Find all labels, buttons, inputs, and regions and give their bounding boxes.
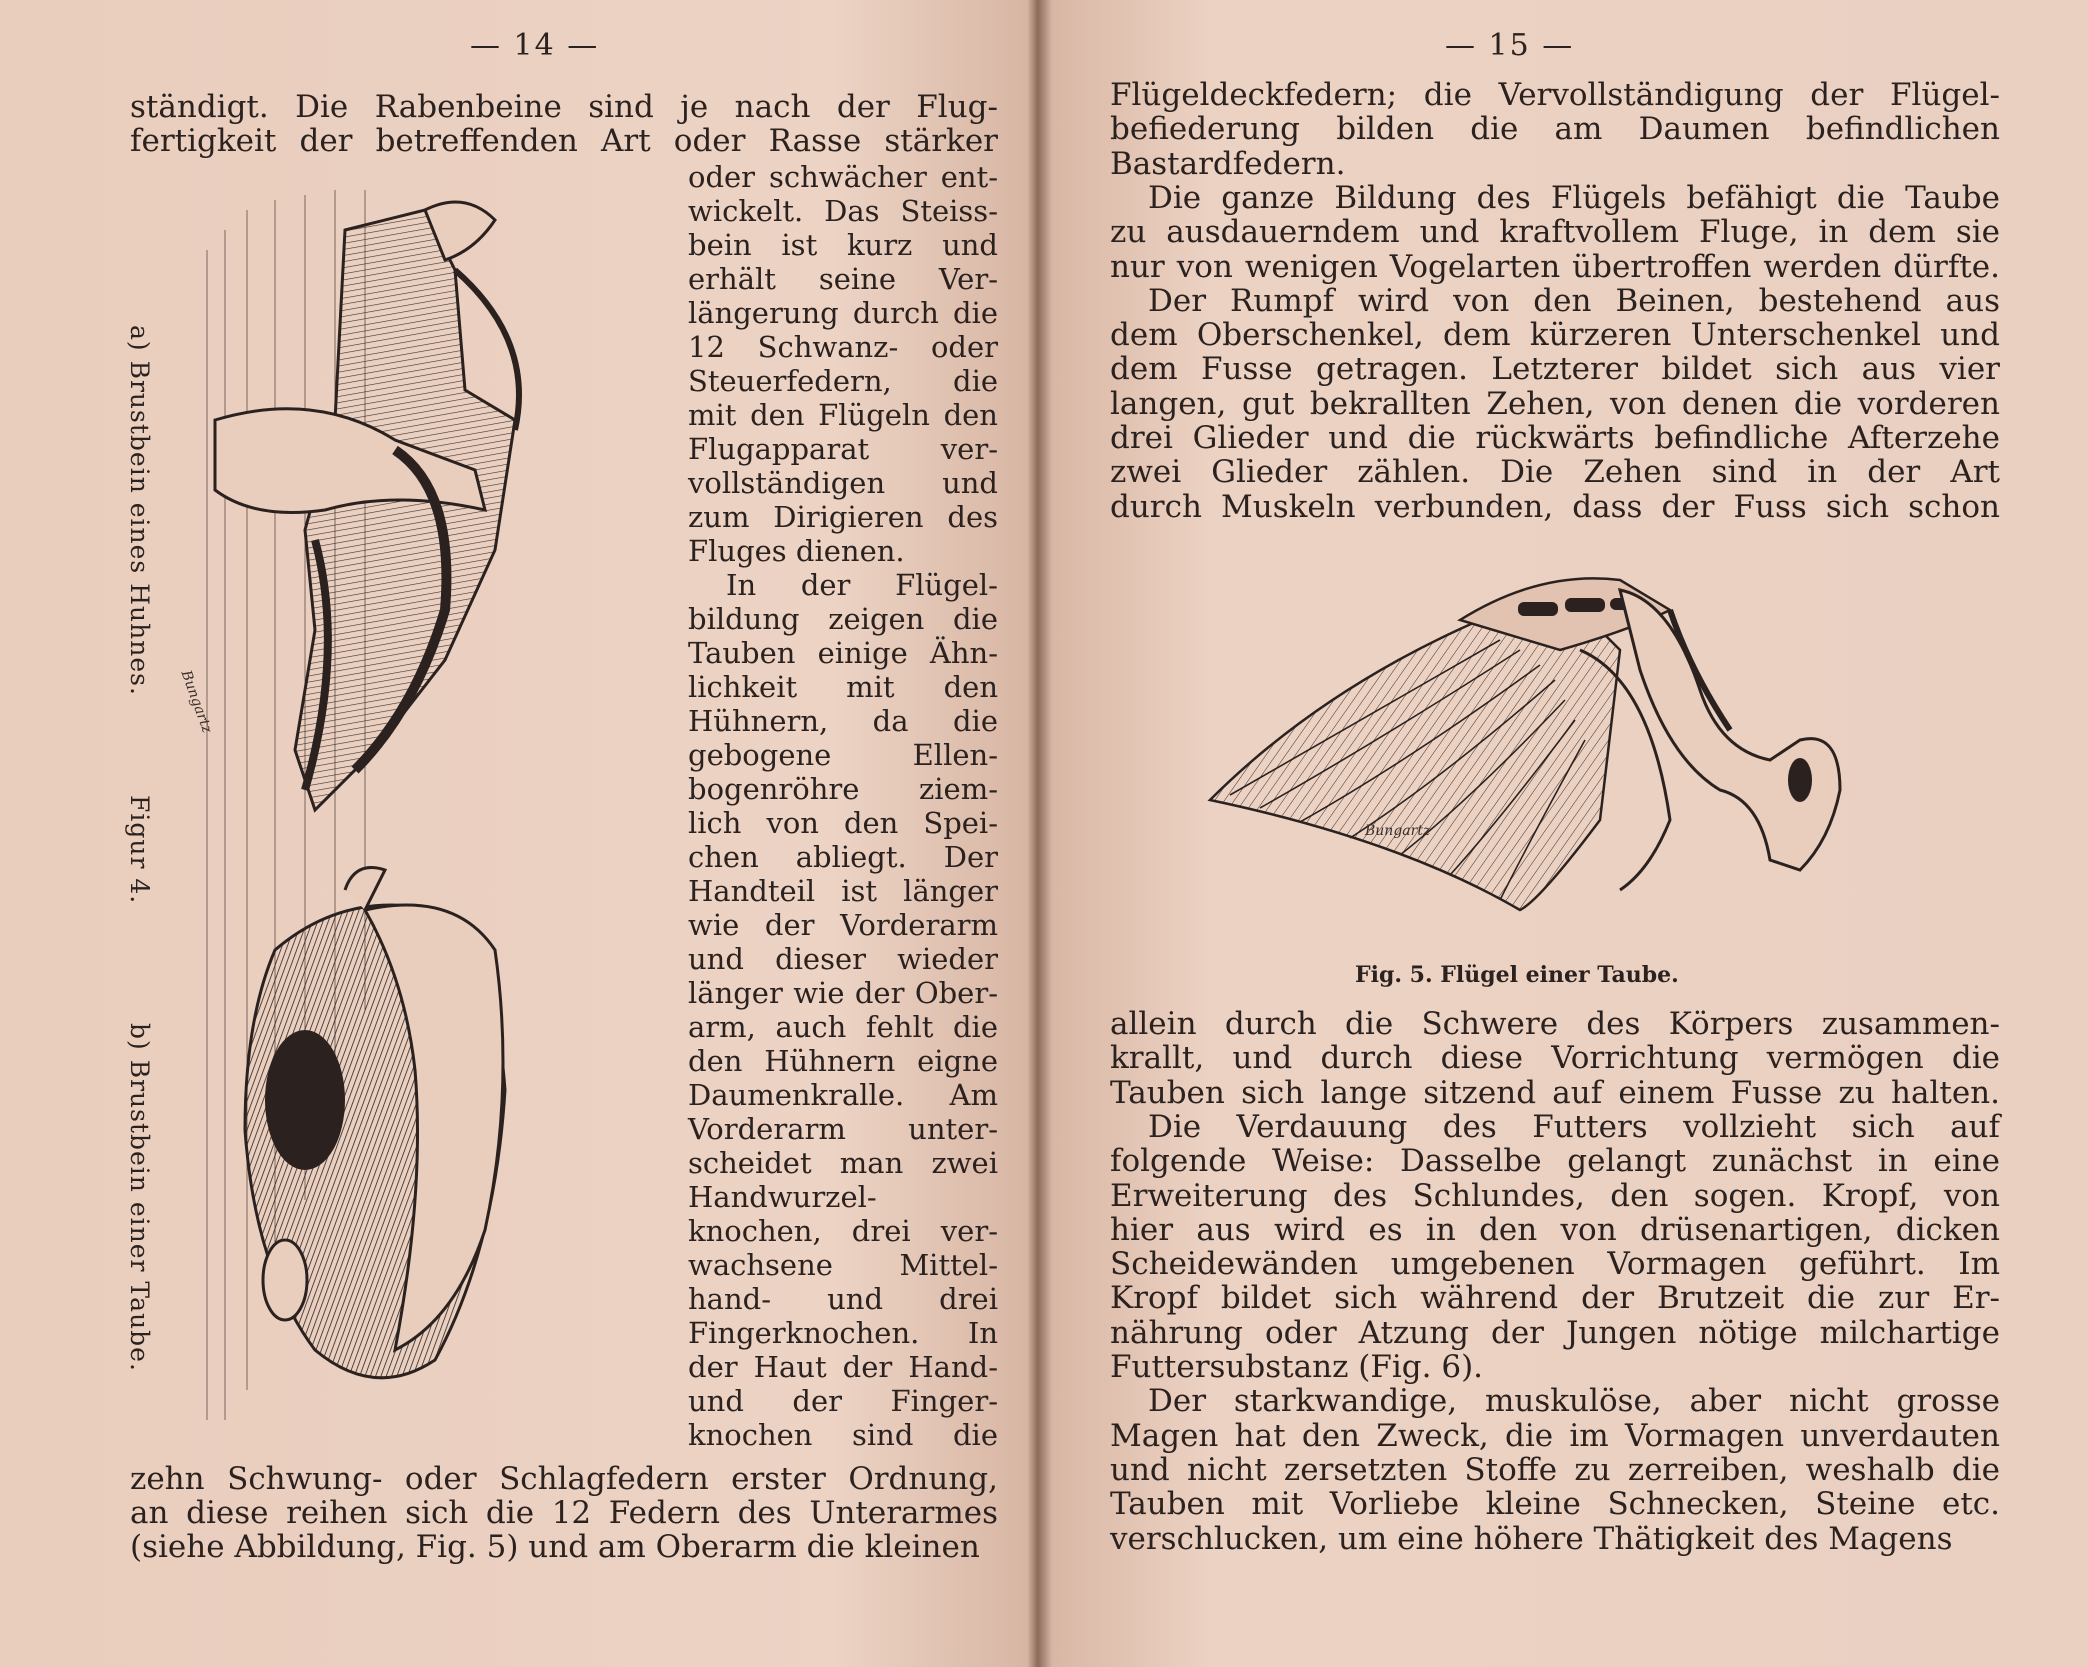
text-line: gebogene Ellen- — [688, 738, 998, 772]
text-line: längerung durch die — [688, 296, 998, 330]
text-line: drei Glieder und die rückwärts befindliche Afterzehe — [1110, 420, 2000, 456]
figure-4-signature: Bungartz — [177, 668, 215, 736]
text-line: bogenröhre ziem- — [688, 772, 998, 806]
text-line: Hühnern, da die — [688, 704, 998, 738]
text-line: durch Muskeln verbunden, dass der Fuss sich schon — [1110, 488, 2000, 525]
text-line: Steuerfedern, die — [688, 364, 998, 398]
text-line: nährung oder Atzung der Jungen nötige milchartige — [1110, 1314, 2000, 1351]
text-line: Der starkwandige, muskulöse, aber nicht grosse — [1148, 1383, 2000, 1420]
figure-5-caption: Fig. 5. Flügel einer Taube. — [1355, 962, 1679, 988]
text-line: chen abliegt. Der — [688, 840, 998, 874]
text-line: länger wie der Ober- — [688, 976, 998, 1010]
text-line: langen, gut bekrallten Zehen, von denen die vorderen — [1110, 385, 2000, 422]
page-number-left: — 14 — — [470, 28, 600, 63]
text-line: lichkeit mit den — [688, 670, 998, 704]
text-line: Erweiterung des Schlundes, den sogen. Kropf, von — [1110, 1177, 2000, 1214]
text-line: und dieser wieder — [688, 942, 998, 976]
text-line: zwei Glieder zählen. Die Zehen sind in der Art — [1110, 454, 2000, 491]
text-line: Daumenkralle. Am — [688, 1078, 998, 1112]
text-line: nur von wenigen Vogelarten übertroffen werden dürfte. — [1110, 248, 2000, 285]
text-line: hier aus wird es in den von drüsenartigen, dicken — [1110, 1211, 2000, 1248]
text-line: Tauben einige Ähn- — [688, 636, 998, 670]
text-line: den Hühnern eigne — [688, 1044, 998, 1078]
text-line: an diese reihen sich die 12 Federn des Unterarmes — [130, 1495, 998, 1531]
text-line: scheidet man zwei — [688, 1146, 998, 1180]
text-line: vollständigen und — [688, 466, 998, 500]
text-line: lich von den Spei- — [688, 806, 998, 840]
text-line: und der Finger- — [688, 1384, 998, 1418]
caption-figur: Figur 4. — [125, 794, 154, 905]
text-line: Handteil ist länger — [688, 874, 998, 908]
text-line: verschlucken, um eine höhere Thätigkeit des Magens — [1110, 1520, 1953, 1557]
text-line: Flugapparat ver- — [688, 432, 998, 466]
text-line: der Haut der Hand- — [688, 1350, 998, 1384]
text-line: folgende Weise: Dasselbe gelangt zunächst in eine — [1110, 1143, 2000, 1180]
text-line: bildung zeigen die — [688, 602, 998, 636]
figure-4-caption — [125, 325, 154, 1372]
text-line: zu ausdauerndem und kraftvollem Fluge, in dem sie — [1110, 214, 2000, 251]
text-line: Der Rumpf wird von den Beinen, bestehend aus — [1148, 282, 2000, 319]
figure-4-sternum-illustration — [177, 190, 655, 1430]
text-line: Handwurzel- — [688, 1180, 877, 1214]
caption-part-a: a) Brustbein eines Huhnes. — [125, 325, 154, 696]
text-line: knochen, drei ver- — [688, 1214, 998, 1248]
text-line: Kropf bildet sich während der Brutzeit die zur Er- — [1110, 1280, 2000, 1317]
text-line: oder schwächer ent- — [688, 160, 998, 194]
text-line: Magen hat den Zweck, die im Vormagen unverdauten — [1110, 1417, 2000, 1454]
text-line: dem Fusse getragen. Letzterer bildet sich aus vier — [1110, 351, 2000, 388]
text-line: und nicht zersetzten Stoffe zu zerreiben, weshalb die — [1110, 1451, 2000, 1488]
text-line: bein ist kurz und — [688, 228, 998, 262]
text-line: Scheidewänden umgebenen Vormagen geführt. Im — [1110, 1246, 2000, 1283]
text-line: wickelt. Das Steiss- — [688, 194, 998, 228]
text-line: Bastardfedern. — [1110, 145, 1346, 182]
text-line: Flügeldeckfedern; die Vervollständigung der Flügel- — [1110, 77, 2000, 113]
text-line: wie der Vorderarm — [688, 908, 998, 942]
figure-5-signature: Bungartz — [1365, 823, 1431, 839]
text-line: zum Dirigieren des — [688, 500, 998, 534]
text-line: Tauben mit Vorliebe kleine Schnecken, Steine etc. — [1110, 1486, 2000, 1523]
text-line: zehn Schwung- oder Schlagfedern erster Ordnung, — [130, 1461, 998, 1497]
caption-part-b: b) Brustbein einer Taube. — [125, 1023, 154, 1372]
text-line: Vorderarm unter- — [688, 1112, 998, 1146]
text-line: wachsene Mittel- — [688, 1248, 998, 1282]
text-line: Tauben sich lange sitzend auf einem Fusse zu halten. — [1110, 1074, 2000, 1111]
text-line: hand- und drei — [688, 1282, 998, 1316]
text-line: Die Verdauung des Futters vollzieht sich auf — [1148, 1108, 2000, 1145]
text-line: befiederung bilden die am Daumen befindlichen — [1110, 111, 2000, 148]
page-number-right: — 15 — — [1445, 28, 1575, 63]
text-line: krallt, und durch diese Vorrichtung vermögen die — [1110, 1040, 2000, 1077]
text-line: (siehe Abbildung, Fig. 5) und am Oberarm die kleinen — [130, 1529, 980, 1565]
text-line: erhält seine Ver- — [688, 262, 998, 296]
text-line: In der Flügel- — [726, 568, 998, 602]
text-line: mit den Flügeln den — [688, 398, 998, 432]
text-line: 12 Schwanz- oder — [688, 330, 998, 364]
text-line: Fingerknochen. In — [688, 1316, 998, 1350]
text-line: arm, auch fehlt die — [688, 1010, 998, 1044]
text-line: dem Oberschenkel, dem kürzeren Unterschenkel und — [1110, 317, 2000, 354]
text-line: knochen sind die — [688, 1418, 998, 1452]
text-line: fertigkeit der betreffenden Art oder Rasse stärker — [130, 123, 998, 159]
figure-5-wing-illustration — [1200, 570, 1860, 930]
text-line: Futtersubstanz (Fig. 6). — [1110, 1349, 1484, 1385]
text-line: allein durch die Schwere des Körpers zusammen- — [1110, 1006, 2000, 1042]
text-line: Die ganze Bildung des Flügels befähigt die Taube — [1148, 179, 2000, 216]
text-line: Fluges dienen. — [688, 534, 905, 568]
text-line: ständigt. Die Rabenbeine sind je nach der Flug- — [130, 89, 998, 125]
